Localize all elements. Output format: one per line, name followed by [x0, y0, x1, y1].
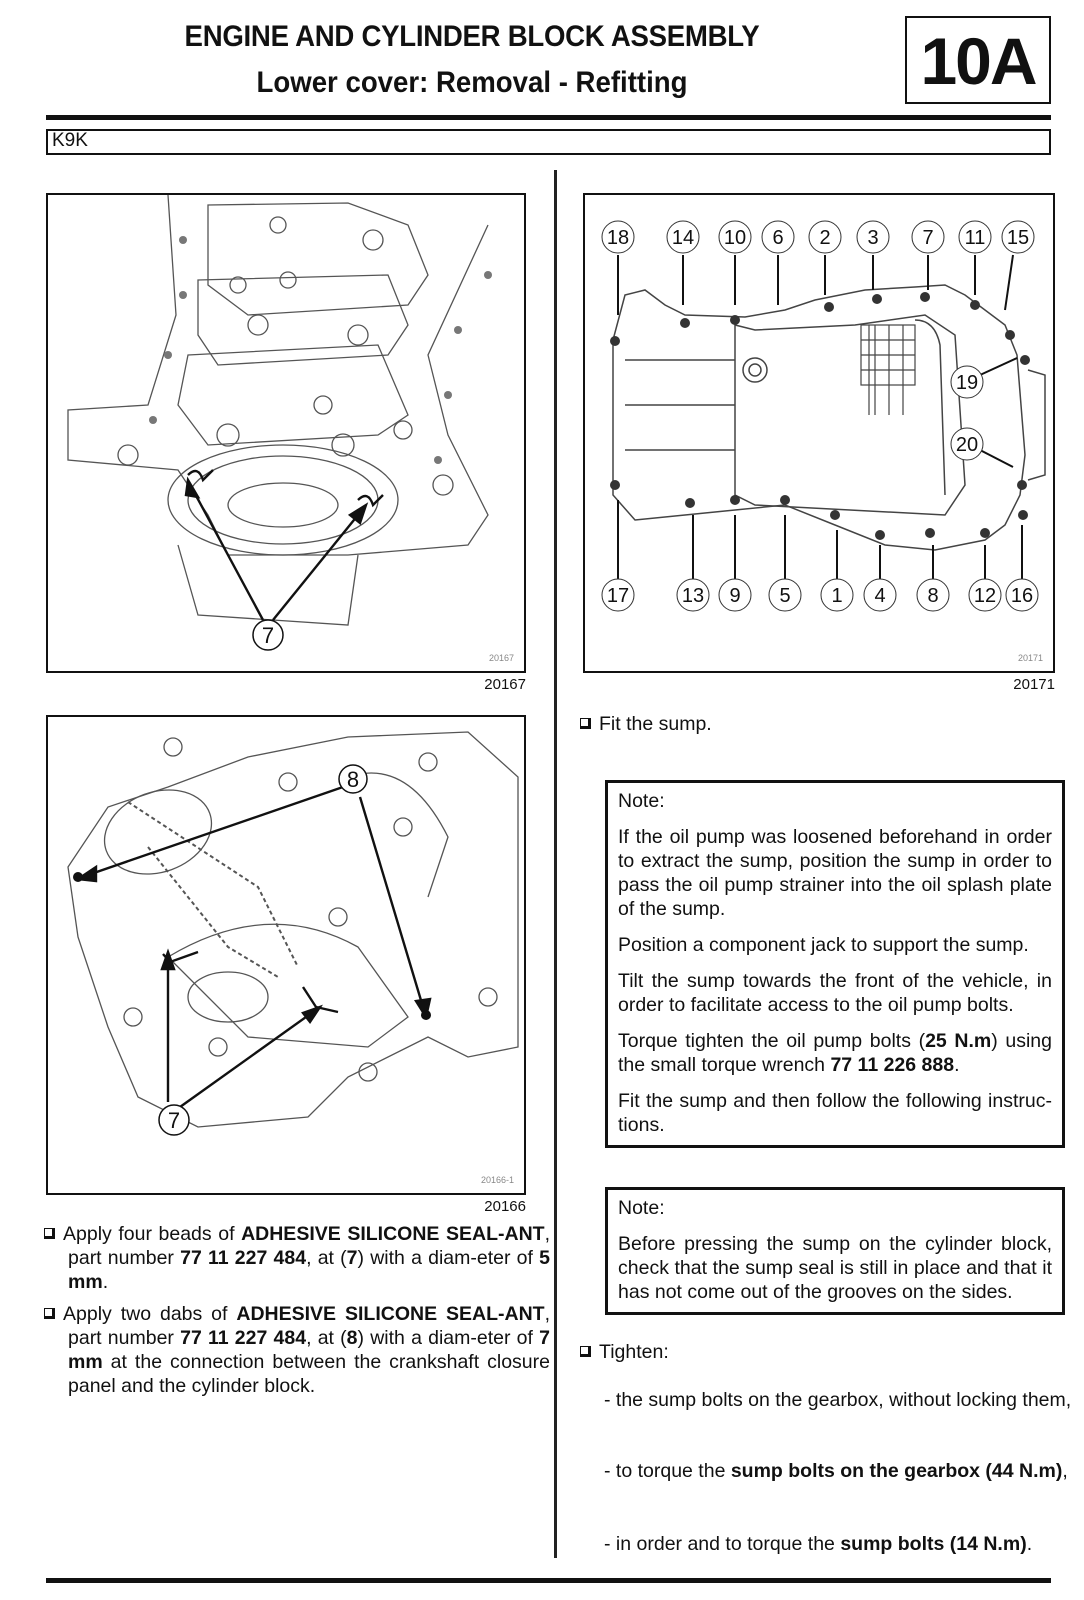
svg-text:2: 2 — [819, 227, 831, 249]
svg-text:9: 9 — [729, 585, 741, 607]
instruction-fit-sump: Fit the sump. — [580, 712, 1050, 736]
figure-inner-ref: 20166-1 — [480, 1175, 514, 1185]
svg-text:12: 12 — [973, 585, 997, 607]
engine-code-bar — [46, 129, 1051, 155]
sump-bolt-order-diagram-icon — [585, 195, 1053, 671]
svg-text:1: 1 — [831, 585, 843, 607]
svg-text:5: 5 — [779, 585, 791, 607]
svg-text:15: 15 — [1006, 227, 1030, 249]
crankshaft-seal-diagram-icon — [48, 195, 524, 671]
header-rule — [46, 115, 1051, 120]
checkbox-bullet-icon — [580, 1346, 591, 1357]
figure-ref-20166: 20166 — [484, 1198, 526, 1215]
note-label: Note: — [618, 790, 665, 812]
tighten-step-2: - to torque the sump bolts on the gearbox (44 N.m), — [604, 1460, 1068, 1482]
callout-7: 7 — [167, 1108, 181, 1133]
svg-text:20: 20 — [955, 434, 979, 456]
note-sump-seal: Note: Before pressing the sump on the cylinder block, check that the sump seal is still in place and that it has not come out of the grooves on the sides. — [605, 1187, 1065, 1315]
svg-text:3: 3 — [867, 227, 879, 249]
timing-chain-sealant-diagram-icon — [48, 717, 524, 1193]
svg-text:13: 13 — [681, 585, 705, 607]
svg-text:18: 18 — [606, 227, 630, 249]
figure-20167 — [46, 193, 526, 673]
engine-code: K9K — [52, 130, 88, 151]
tighten-step-1: - the sump bolts on the gearbox, without locking them, — [604, 1389, 1072, 1411]
callout-7: 7 — [261, 623, 275, 648]
svg-text:8: 8 — [927, 585, 939, 607]
svg-text:17: 17 — [606, 585, 630, 607]
bottom-callouts — [602, 579, 1038, 611]
svg-text:4: 4 — [874, 585, 886, 607]
footer-rule — [46, 1578, 1051, 1583]
svg-text:16: 16 — [1010, 585, 1034, 607]
checkbox-bullet-icon — [44, 1228, 55, 1239]
top-callouts — [602, 221, 1034, 253]
tighten-step-3: - in order and to torque the sump bolts (14 N.m). — [604, 1533, 1033, 1555]
note-label: Note: — [618, 1197, 665, 1219]
figure-20166 — [46, 715, 526, 1195]
section-title: ENGINE AND CYLINDER BLOCK ASSEMBLY — [184, 20, 760, 53]
svg-text:14: 14 — [671, 227, 695, 249]
figure-inner-ref: 20171 — [1017, 653, 1043, 663]
instruction-bead-sealant: Apply four beads of ADHESIVE SILICONE SEAL-ANT, part number 77 11 227 484, at (7) with a diam-eter of 5 mm. — [44, 1222, 550, 1294]
figure-20171 — [583, 193, 1055, 673]
svg-text:11: 11 — [964, 227, 986, 249]
checkbox-bullet-icon — [44, 1308, 55, 1319]
checkbox-bullet-icon — [580, 718, 591, 729]
chapter-number: 10A — [905, 16, 1051, 104]
column-divider — [554, 170, 557, 1558]
instruction-dab-sealant: Apply two dabs of ADHESIVE SILICONE SEAL-ANT, part number 77 11 227 484, at (8) with a diam-eter of 7 mm at the connection between the crankshaft closure panel and the cylinder block. — [44, 1302, 550, 1398]
instruction-tighten: Tighten: — [580, 1340, 1050, 1364]
svg-text:6: 6 — [772, 227, 784, 249]
svg-text:7: 7 — [922, 227, 934, 249]
callout-8: 8 — [346, 767, 360, 792]
side-callouts — [951, 366, 983, 460]
figure-ref-20171: 20171 — [1013, 676, 1055, 693]
svg-text:10: 10 — [723, 227, 747, 249]
note-oil-pump: Note: If the oil pump was loosened beforehand in order to extract the sump, position the sump in order to pass the oil pump strainer into the oil splash plate of the sump. Position a component jack to support the sump. Tilt the sump towards the front of the vehicle, in order to facilitate access to the oil pump bolts. Torque tighten the oil pump bolts (25 N.m) using the small torque wrench 77 11 226 888. Fit the sump and then follow the following instruc-tions. — [605, 780, 1065, 1148]
svg-text:19: 19 — [955, 372, 979, 394]
figure-inner-ref: 20167 — [488, 653, 514, 663]
procedure-title: Lower cover: Removal - Refitting — [256, 66, 688, 99]
figure-ref-20167: 20167 — [484, 676, 526, 693]
